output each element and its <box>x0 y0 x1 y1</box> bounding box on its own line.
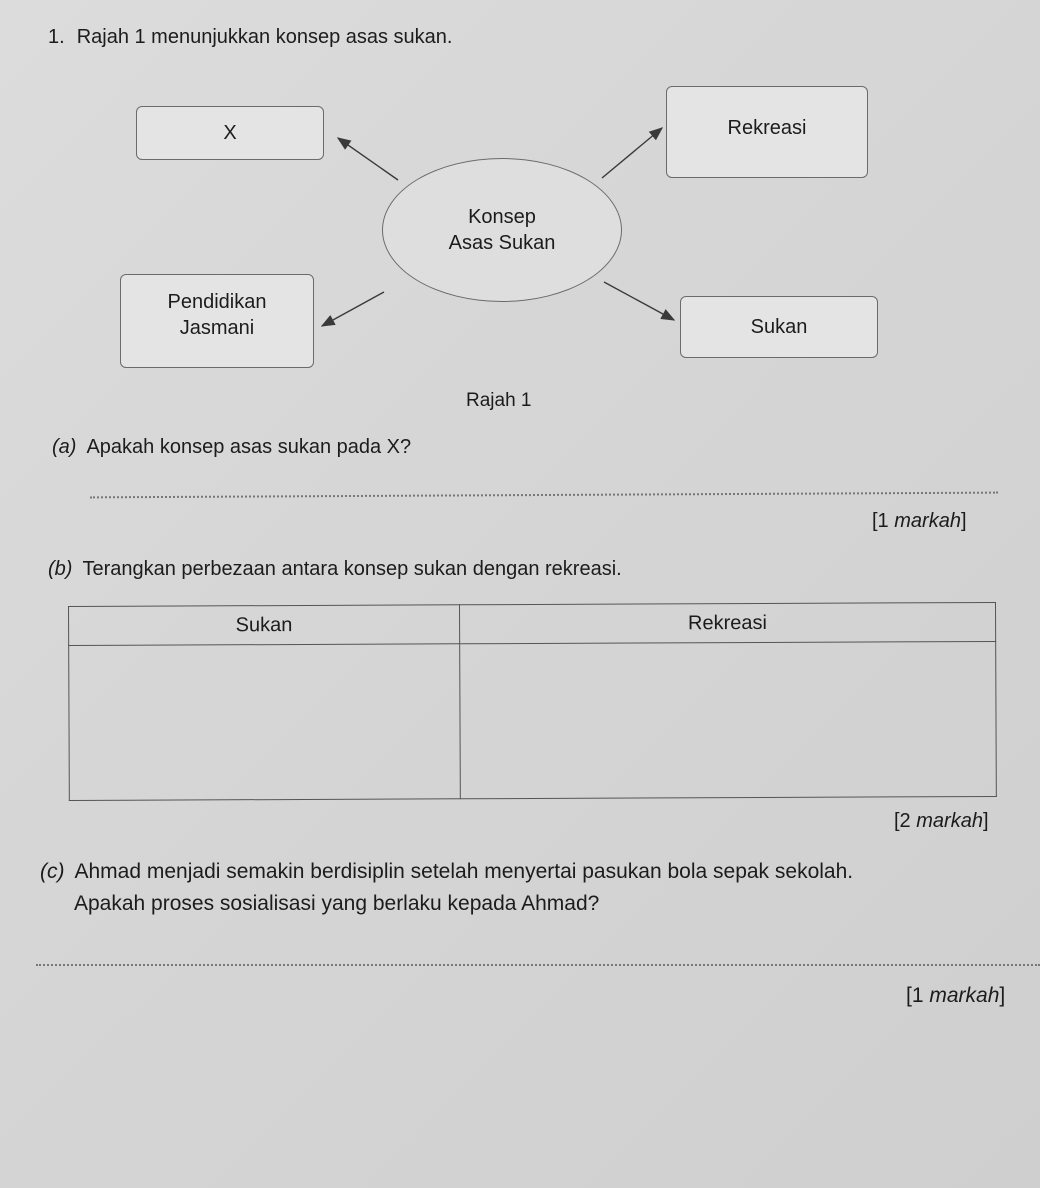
diagram-box-pj-line1: Pendidikan <box>167 291 267 313</box>
part-a-text: Apakah konsep asas sukan pada X? <box>86 436 412 458</box>
part-b-question <box>48 558 622 581</box>
part-b-mark-word: markah <box>916 810 983 832</box>
part-b-mark-open: [2 <box>894 810 917 832</box>
answer-cell-rekreasi[interactable] <box>459 641 996 798</box>
part-c-marks <box>906 984 1005 1008</box>
part-b-marks <box>894 810 989 833</box>
part-c-mark-close: ] <box>999 984 1006 1007</box>
diagram-caption: Rajah 1 <box>466 390 532 411</box>
diagram-box-pj-line2: Jasmani <box>179 317 255 339</box>
diagram-box-sukan-label: Sukan <box>750 316 808 338</box>
table-header-row <box>69 602 996 645</box>
part-b-label: (b) <box>48 558 73 580</box>
diagram-center-line1: Konsep <box>468 206 536 228</box>
part-a-label: (a) <box>52 436 77 458</box>
arrow-to-pendidikan-jasmani <box>322 292 384 326</box>
diagram-box-rekreasi-label: Rekreasi <box>727 117 807 139</box>
part-c-answer-line[interactable] <box>36 964 1040 966</box>
part-c-line1: Ahmad menjadi semakin berdisiplin setelah menyertai pasukan bola sepak sekolah. <box>74 860 854 883</box>
part-c-question <box>40 856 853 920</box>
part-a-answer-line[interactable] <box>90 492 998 499</box>
diagram-box-x <box>136 106 324 160</box>
part-a-mark-open: [1 <box>872 510 895 532</box>
part-b-text: Terangkan perbezaan antara konsep sukan dengan rekreasi. <box>82 558 622 580</box>
diagram-center-ellipse <box>382 158 622 302</box>
diagram-box-x-label: X <box>223 122 237 144</box>
diagram-box-rekreasi <box>666 86 868 178</box>
question-intro-text: Rajah 1 menunjukkan konsep asas sukan. <box>76 26 453 48</box>
answer-cell-sukan[interactable] <box>69 644 461 801</box>
diagram-box-sukan <box>680 296 878 358</box>
part-a-marks <box>872 510 967 533</box>
part-a-question <box>52 436 411 459</box>
part-c-mark-word: markah <box>929 984 1000 1007</box>
arrow-to-rekreasi <box>602 128 662 178</box>
arrow-to-x <box>338 138 398 180</box>
part-a-mark-word: markah <box>894 510 961 532</box>
question-number: 1. <box>48 26 65 48</box>
part-b-mark-close: ] <box>982 810 989 832</box>
diagram-box-pendidikan-jasmani <box>120 274 314 368</box>
arrow-to-sukan <box>604 282 674 320</box>
part-b-answer-table <box>68 602 997 801</box>
part-a-mark-close: ] <box>960 510 967 532</box>
part-c-mark-open: [1 <box>906 984 930 1007</box>
table-row <box>69 641 997 800</box>
table-header-sukan: Sukan <box>69 605 460 646</box>
part-c-line2: Apakah proses sosialisasi yang berlaku kepada Ahmad? <box>74 892 600 915</box>
table-header-rekreasi: Rekreasi <box>459 602 995 643</box>
part-c-label: (c) <box>40 860 65 883</box>
diagram-center-line2: Asas Sukan <box>448 232 556 254</box>
